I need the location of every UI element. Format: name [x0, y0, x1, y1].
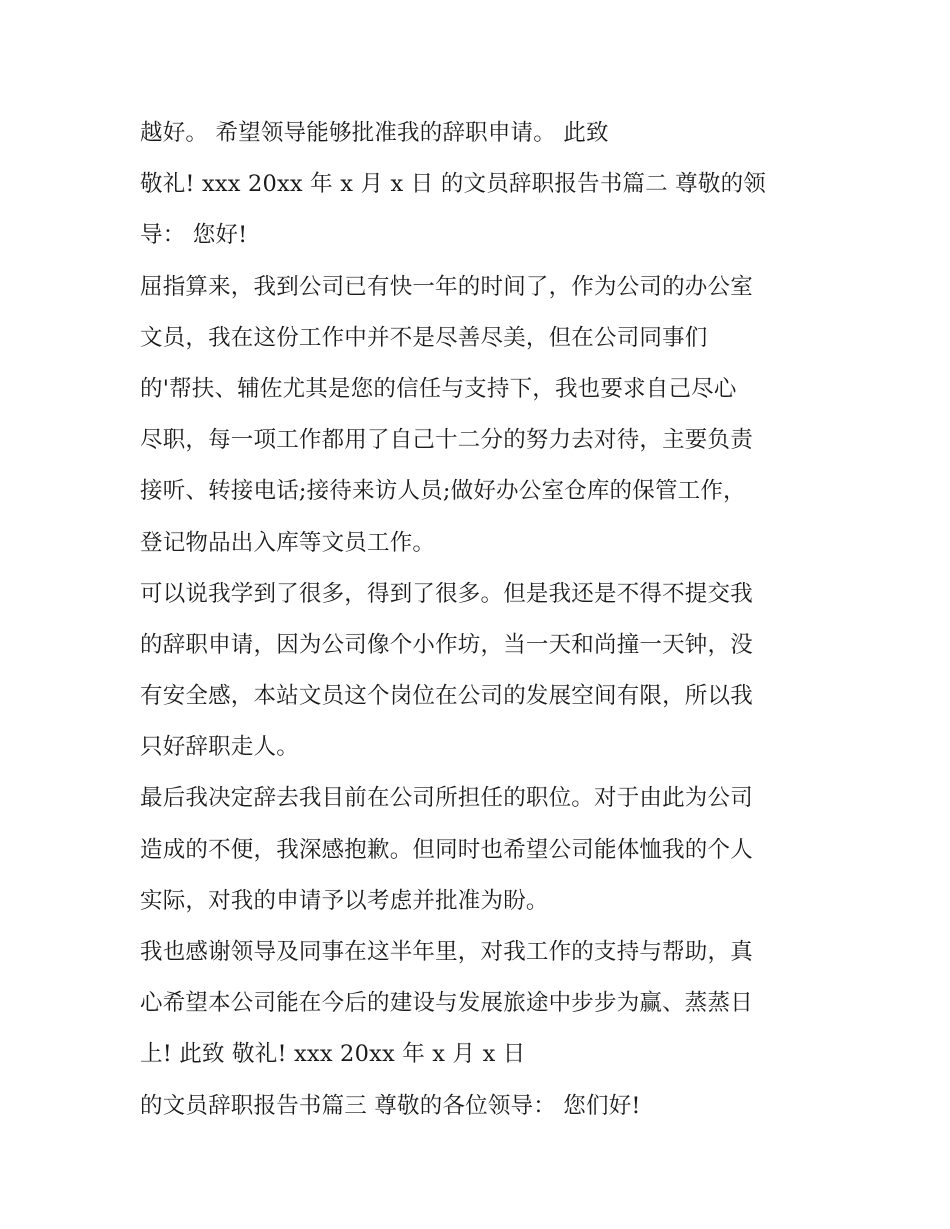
text-line: 的'帮扶、辅佐尤其是您的信任与支持下，我也要求自己尽心: [140, 375, 737, 402]
text-line: 接听、转接电话;接待来访人员;做好办公室仓库的保管工作，: [140, 478, 746, 505]
text-line: 有安全感，本站文员这个岗位在公司的发展空间有限，所以我: [140, 683, 753, 710]
text-line: 的辞职申请，因为公司像个小作坊，当一天和尚撞一天钟，没: [140, 631, 753, 658]
text-line: 屈指算来，我到公司已有快一年的时间了，作为公司的办公室: [140, 273, 753, 300]
text-line: 上! 此致 敬礼! xxx 20xx 年 x 月 x 日: [140, 1041, 526, 1068]
text-line: 实际，对我的申请予以考虑并批准为盼。: [140, 887, 549, 914]
document-body: [140, 108, 830, 1132]
text-line: 可以说我学到了很多，得到了很多。但是我还是不得不提交我: [140, 580, 753, 607]
text-line: 只好辞职走人。: [140, 734, 299, 761]
text-line: 文员，我在这份工作中并不是尽善尽美，但在公司同事们: [140, 324, 708, 351]
text-line: 最后我决定辞去我目前在公司所担任的职位。对于由此为公司: [140, 785, 753, 812]
text-line: 的文员辞职报告书篇三 尊敬的各位领导： 您们好!: [140, 1092, 641, 1119]
text-line: 我也感谢领导及同事在这半年里，对我工作的支持与帮助，真: [140, 939, 753, 965]
text-line: 心希望本公司能在今后的建设与发展旅途中步步为赢、蒸蒸日: [140, 990, 753, 1017]
text-line: 登记物品出入库等文员工作。: [140, 529, 436, 556]
text-line: 越好。 希望领导能够批准我的辞职申请。 此致: [140, 120, 609, 146]
text-line: 导： 您好!: [140, 222, 248, 249]
text-line: 敬礼! xxx 20xx 年 x 月 x 日 的文员辞职报告书篇二 尊敬的领: [140, 171, 766, 198]
text-line: 尽职，每一项工作都用了自己十二分的努力去对待，主要负责: [140, 427, 753, 454]
text-line: 造成的不便，我深感抱歉。但同时也希望公司能体恤我的个人: [140, 836, 753, 863]
